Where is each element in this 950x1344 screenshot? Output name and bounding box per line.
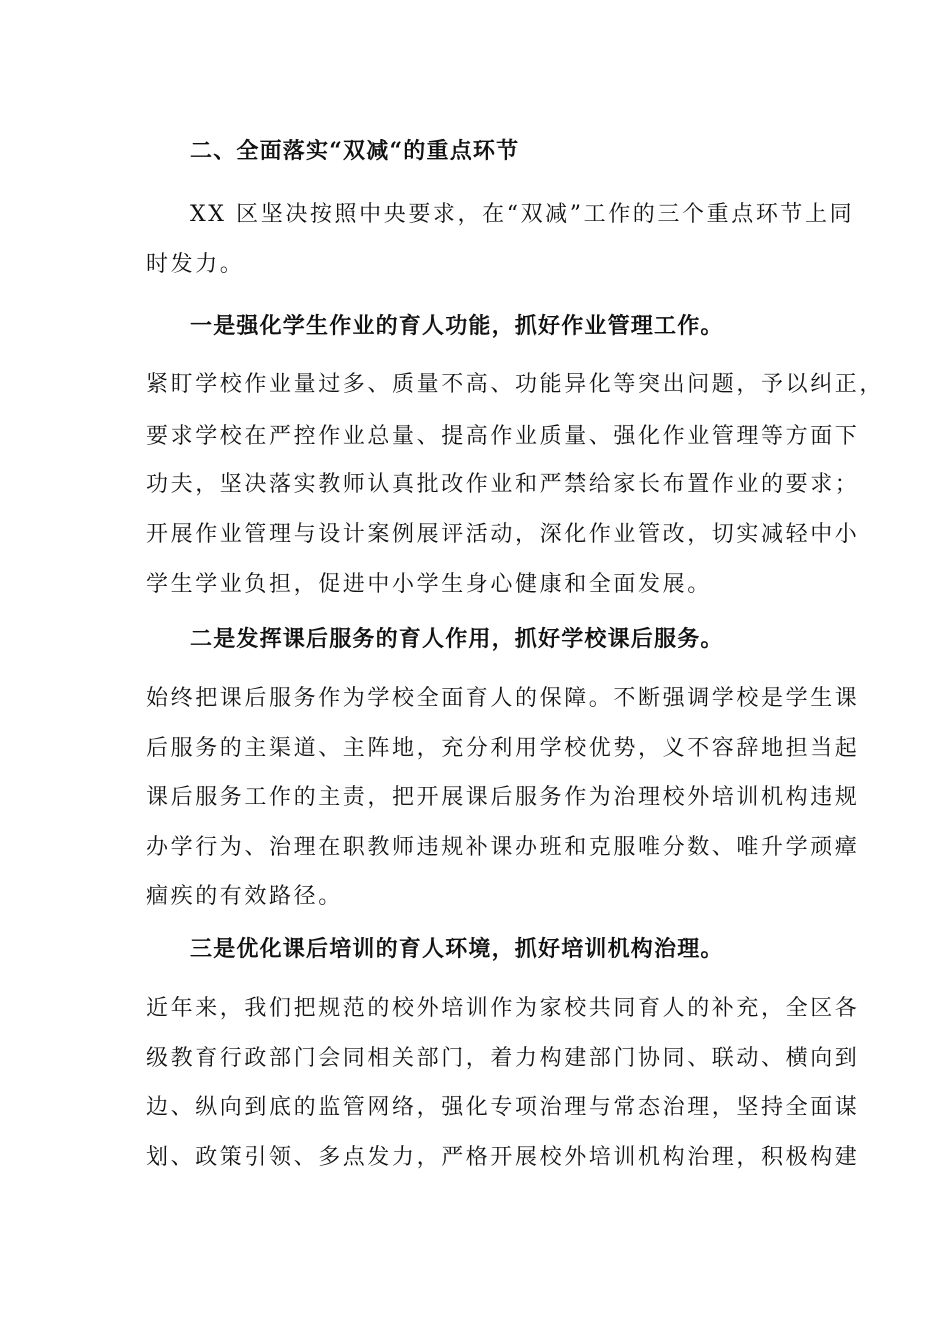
point3-line-3: 边、纵向到底的监管网络，强化专项治理与常态治理，坚持全面谋 (146, 1095, 860, 1120)
intro-line-2: 时发力。 (146, 252, 245, 277)
point2-line-3: 课后服务工作的主责，把开展课后服务作为治理校外培训机构违规 (146, 785, 860, 810)
intro-line-1: XX 区坚决按照中央要求，在“双减”工作的三个重点环节上同 (190, 202, 855, 227)
point3-line-2: 级教育行政部门会同相关部门，着力构建部门协同、联动、横向到 (146, 1046, 860, 1071)
point2-line-5: 痼疾的有效路径。 (146, 884, 343, 909)
point2-line-1: 始终把课后服务作为学校全面育人的保障。不断强调学校是学生课 (146, 686, 860, 711)
point1-heading: 一是强化学生作业的育人功能，抓好作业管理工作。 (190, 313, 724, 339)
point1-line-3: 功夫，坚决落实教师认真批改作业和严禁给家长布置作业的要求； (146, 472, 860, 497)
point3-line-4: 划、政策引领、多点发力，严格开展校外培训机构治理，积极构建 (146, 1145, 860, 1170)
point2-line-4: 办学行为、治理在职教师违规补课办班和克服唯分数、唯升学顽瘴 (146, 835, 860, 860)
point3-heading: 三是优化课后培训的育人环境，抓好培训机构治理。 (190, 936, 724, 962)
point1-line-2: 要求学校在严控作业总量、提高作业质量、强化作业管理等方面下 (146, 424, 860, 449)
point2-heading: 二是发挥课后服务的育人作用，抓好学校课后服务。 (190, 626, 724, 652)
point3-line-1: 近年来，我们把规范的校外培训作为家校共同育人的补充，全区各 (146, 996, 860, 1021)
point2-line-2: 后服务的主渠道、主阵地，充分利用学校优势，义不容辞地担当起 (146, 736, 860, 761)
point1-line-5: 学生学业负担，促进中小学生身心健康和全面发展。 (146, 572, 712, 597)
point1-line-1: 紧盯学校作业量过多、质量不高、功能异化等突出问题，予以纠正， (146, 372, 885, 397)
point1-line-4: 开展作业管理与设计案例展评活动，深化作业管改，切实减轻中小 (146, 522, 860, 547)
section-heading: 二、全面落实“双减“的重点环节 (190, 138, 520, 164)
